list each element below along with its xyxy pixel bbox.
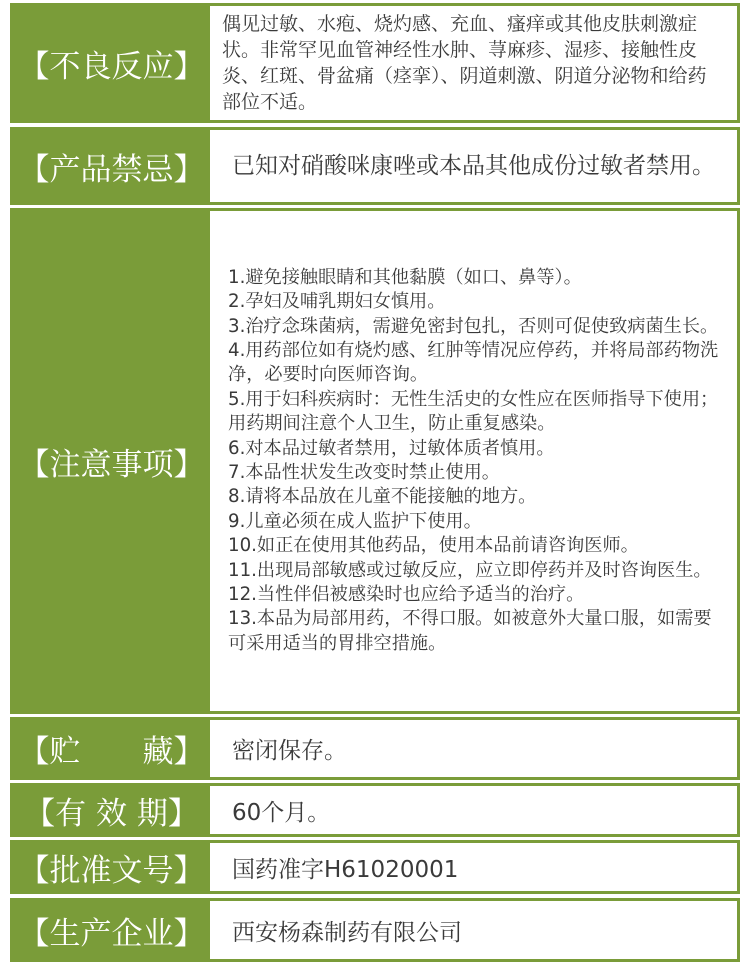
- content-shelf-life: [210, 786, 737, 834]
- content-contraindications: [210, 130, 737, 202]
- label-shelf-life: 【有 效 期】: [13, 786, 210, 834]
- approval-number-text: 国药准字H61020001: [232, 856, 459, 883]
- precaution-item: 4.用药部位如有烧灼感、红肿等情况应停药，并将局部药物洗净，必要时向医师咨询。: [228, 339, 719, 386]
- precaution-item: 11.出现局部敏感或过敏反应，应立即停药并及时咨询医生。: [228, 559, 712, 581]
- row-adverse-reactions: [10, 3, 740, 123]
- precaution-item: 9.儿童必须在成人监护下使用。: [228, 510, 482, 532]
- label-approval-number: 【批准文号】: [13, 843, 210, 891]
- precaution-item: 13.本品为局部用药，不得口服。如被意外大量口服，如需要可采用适当的胃排空措施。: [228, 608, 712, 654]
- storage-text: 密闭保存。: [232, 738, 347, 764]
- content-precautions: [210, 211, 737, 711]
- row-storage: [10, 717, 740, 780]
- precaution-item: 6.对本品过敏者禁用，过敏体质者慎用。: [228, 437, 555, 459]
- content-adverse-reactions: [210, 6, 737, 120]
- precaution-item: 12.当性伴侣被感染时也应给予适当的治疗。: [228, 584, 585, 606]
- label-precautions: 【注意事项】: [13, 211, 210, 711]
- label-adverse-reactions: 【不良反应】: [13, 6, 210, 120]
- precaution-item: 3.治疗念珠菌病，需避免密封包扎，否则可促使致病菌生长。: [228, 315, 719, 337]
- content-approval-number: [210, 843, 737, 891]
- row-approval-number: [10, 840, 740, 894]
- label-storage: 【贮 藏】: [13, 720, 210, 777]
- precaution-item: 5.用于妇科疾病时：无性生活史的女性应在医师指导下使用；用药期间注意个人卫生，防止重复感染。: [228, 388, 719, 435]
- label-contraindications: 【产品禁忌】: [13, 130, 210, 202]
- shelf-life-text: 60个月。: [232, 799, 331, 826]
- label-manufacturer: 【生产企业】: [13, 901, 210, 959]
- precaution-item: 10.如正在使用其他药品，使用本品前请咨询医师。: [228, 535, 639, 557]
- row-shelf-life: [10, 783, 740, 837]
- precaution-item: 2.孕妇及哺乳期妇女慎用。: [228, 291, 446, 313]
- content-storage: [210, 720, 737, 777]
- precaution-item: 8.请将本品放在儿童不能接触的地方。: [228, 486, 537, 508]
- manufacturer-text: 西安杨森制药有限公司: [232, 919, 462, 946]
- row-precautions: [10, 208, 740, 714]
- adverse-reactions-text: 偶见过敏、水疱、烧灼感、充血、瘙痒或其他皮肤刺激症状。非常罕见血管神经性水肿、荨麻疹、湿疹、接触性皮炎、红斑、骨盆痛（痉挛）、阴道刺激、阴道分泌物和给药部位不适。: [222, 13, 707, 113]
- content-manufacturer: [210, 901, 737, 959]
- precaution-item: 1.避免接触眼睛和其他黏膜（如口、鼻等）。: [228, 266, 582, 288]
- precautions-list: [228, 266, 727, 657]
- row-manufacturer: [10, 898, 740, 962]
- precaution-item: 7.本品性状发生改变时禁止使用。: [228, 462, 500, 483]
- contraindications-text: 已知对硝酸咪康唑或本品其他成份过敏者禁用。: [232, 153, 715, 179]
- row-contraindications: [10, 127, 740, 205]
